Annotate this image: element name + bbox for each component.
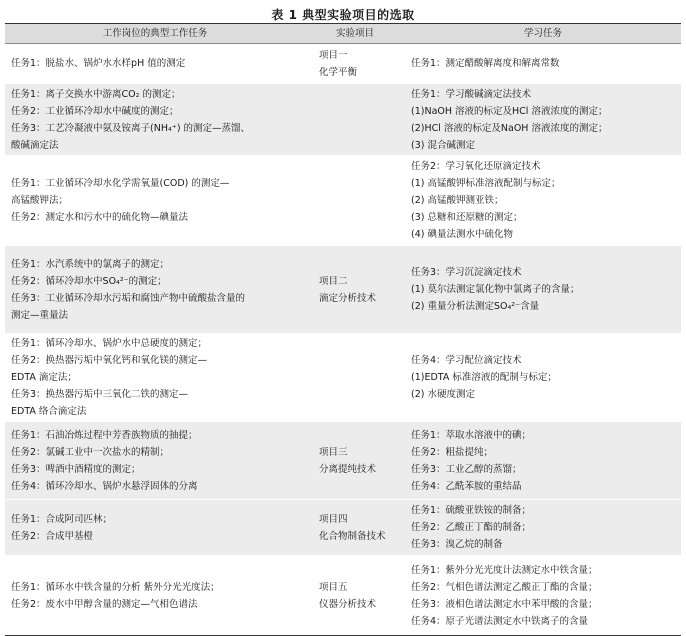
cell-line: 任务1：石油冶炼过程中芳香族物质的抽提； [11, 429, 198, 441]
cell-line: 任务1：紫外分光光度计法测定水中铁含量； [411, 564, 598, 576]
cell-line: 项目五 [319, 581, 348, 593]
table-row [5, 246, 681, 334]
learning-cell [405, 44, 681, 84]
job-tasks-cell [5, 246, 305, 334]
table-row [5, 156, 681, 246]
header-experiment-project: 实验项目 [305, 24, 405, 44]
cell-line: 任务1：水汽系统中的氯离子的测定； [11, 258, 170, 270]
cell-line: 高锰酸钾法； [11, 195, 69, 206]
learning-cell [405, 500, 681, 556]
table-row [5, 500, 681, 556]
experiment-table [5, 23, 681, 636]
project-cell [305, 44, 405, 84]
learning-cell [405, 334, 681, 422]
learning-cell [405, 246, 681, 334]
cell-line: (2) 重量分析法测定SO₄²⁻含量 [411, 301, 540, 312]
cell-line: 任务2：工业循环冷却水中碱度的测定； [11, 105, 179, 117]
cell-line: (3) 总糖和还原糖的测定； [411, 212, 523, 223]
cell-line: 任务1：学习酸碱滴定法技术 [411, 88, 532, 100]
job-tasks-cell [5, 556, 305, 636]
cell-line: 任务2：循环冷却水中SO₄²⁻的测定； [11, 275, 167, 287]
cell-line: 任务1：脱盐水、锅炉水水样pH 值的测定 [11, 58, 186, 69]
learning-cell [405, 84, 681, 156]
cell-line: 任务4：乙酰苯胺的重结晶 [411, 480, 522, 492]
cell-line: 任务2：学习氧化还原滴定技术 [411, 161, 541, 172]
cell-line: 任务2：氯碱工业中一次盐水的精制； [11, 446, 170, 458]
cell-line: 项目三 [319, 446, 348, 458]
cell-line: (2) 水硬度测定 [411, 389, 475, 400]
cell-line: 滴定分析技术 [319, 292, 377, 304]
table-row [5, 422, 681, 500]
table-row [5, 556, 681, 636]
cell-line: 任务3：液相色谱法测定水中苯甲酸的含量； [411, 598, 598, 610]
cell-line: 任务3：学习沉淀滴定技术 [411, 267, 522, 278]
cell-line: 分离提纯技术 [319, 463, 377, 475]
cell-line: 项目二 [319, 275, 348, 287]
project-cell [305, 156, 405, 246]
cell-line: EDTA 滴定法； [11, 372, 77, 383]
cell-line: (1)EDTA 标准溶液的配制与标定； [411, 372, 557, 383]
table-row [5, 84, 681, 156]
project-cell [305, 84, 405, 156]
cell-line: 任务1：合成阿司匹林； [11, 513, 113, 525]
learning-cell [405, 556, 681, 636]
cell-line: 任务2：粗盐提纯； [411, 446, 494, 458]
cell-line: (1)NaOH 溶液的标定及HCl 溶液浓度的测定； [411, 105, 608, 117]
job-tasks-cell [5, 500, 305, 556]
learning-cell [405, 422, 681, 500]
cell-line: 任务1：测定醋酸解离度和解离常数 [411, 58, 560, 69]
table-row [5, 44, 681, 84]
cell-line: (2)HCl 溶液的标定及NaOH 溶液浓度的测定； [411, 122, 608, 134]
cell-line: 任务1：循环水中铁含量的分析 紫外分光光度法； [11, 581, 220, 593]
cell-line: 任务2：换热器污垢中氧化钙和氧化镁的测定— [11, 355, 208, 366]
cell-line: 仪器分析技术 [319, 598, 377, 610]
job-tasks-cell [5, 156, 305, 246]
cell-line: (1) 莫尔法测定氯化物中氯离子的含量； [411, 284, 580, 295]
cell-line: 任务2：废水中甲醇含量的测定—气相色谱法 [11, 598, 198, 610]
cell-line: (4) 碘量法测水中硫化物 [411, 229, 513, 240]
cell-line: 项目一 [319, 49, 348, 61]
cell-line: 任务2：测定水和污水中的硫化物—碘量法 [11, 212, 189, 223]
cell-line: (2) 高锰酸钾测亚铁； [411, 195, 504, 206]
job-tasks-cell [5, 422, 305, 500]
cell-line: 任务1：工业循环冷却水化学需氧量(COD) 的测定— [11, 178, 230, 189]
cell-line: 任务2：气相色谱法测定乙酸正丁酯的含量； [411, 581, 598, 593]
header-job-tasks: 工作岗位的典型工作任务 [5, 24, 305, 44]
project-cell [305, 422, 405, 500]
cell-line: 任务2：乙酸正丁酯的制备； [411, 522, 532, 533]
project-cell [305, 246, 405, 334]
learning-cell [405, 156, 681, 246]
job-tasks-cell [5, 334, 305, 422]
cell-line: EDTA 络合滴定法 [11, 406, 87, 417]
table-header-row [5, 24, 681, 44]
cell-line: 任务3：工艺冷凝液中氨及铵离子(NH₄⁺) 的测定—蒸馏、 [11, 122, 251, 134]
cell-line: 任务2：合成甲基橙 [11, 530, 94, 542]
cell-line: 任务4：循环冷却水、锅炉水悬浮固体的分离 [11, 480, 198, 492]
cell-line: 任务1：硫酸亚铁铵的制备； [411, 505, 532, 516]
cell-line: 任务1：离子交换水中游离CO₂ 的测定； [11, 88, 181, 100]
cell-line: 化合物制备技术 [319, 530, 386, 542]
cell-line: 任务3：溴乙烷的制备 [411, 539, 503, 550]
cell-line: 任务1：萃取水溶液中的碘； [411, 429, 532, 441]
cell-line: 酸碱滴定法 [11, 139, 59, 151]
cell-line: 任务1：循环冷却水、锅炉水中总硬度的测定； [11, 338, 208, 349]
header-learning-tasks: 学习任务 [405, 24, 681, 44]
cell-line: 任务3：工业乙醇的蒸馏； [411, 463, 522, 475]
project-cell [305, 334, 405, 422]
cell-line: 项目四 [319, 513, 348, 525]
table-row [5, 334, 681, 422]
cell-line: 任务3：啤酒中酒精度的测定； [11, 463, 141, 475]
cell-line: (1) 高锰酸钾标准溶液配制与标定； [411, 178, 561, 189]
project-cell [305, 556, 405, 636]
project-cell [305, 500, 405, 556]
cell-line: 任务3：换热器污垢中三氧化二铁的测定— [11, 389, 189, 400]
cell-line: 任务4：原子光谱法测定水中铁离子的含量 [411, 615, 589, 627]
job-tasks-cell [5, 84, 305, 156]
cell-line: 测定—重量法 [11, 309, 69, 321]
cell-line: 任务4：学习配位滴定技术 [411, 355, 522, 366]
cell-line: (3) 混合碱测定 [411, 139, 475, 151]
table-title: 表 1 典型实验项目的选取 [271, 8, 415, 22]
job-tasks-cell [5, 44, 305, 84]
cell-line: 化学平衡 [319, 66, 358, 78]
cell-line: 任务3：工业循环冷却水污垢和腐蚀产物中硫酸盐含量的 [11, 292, 246, 304]
